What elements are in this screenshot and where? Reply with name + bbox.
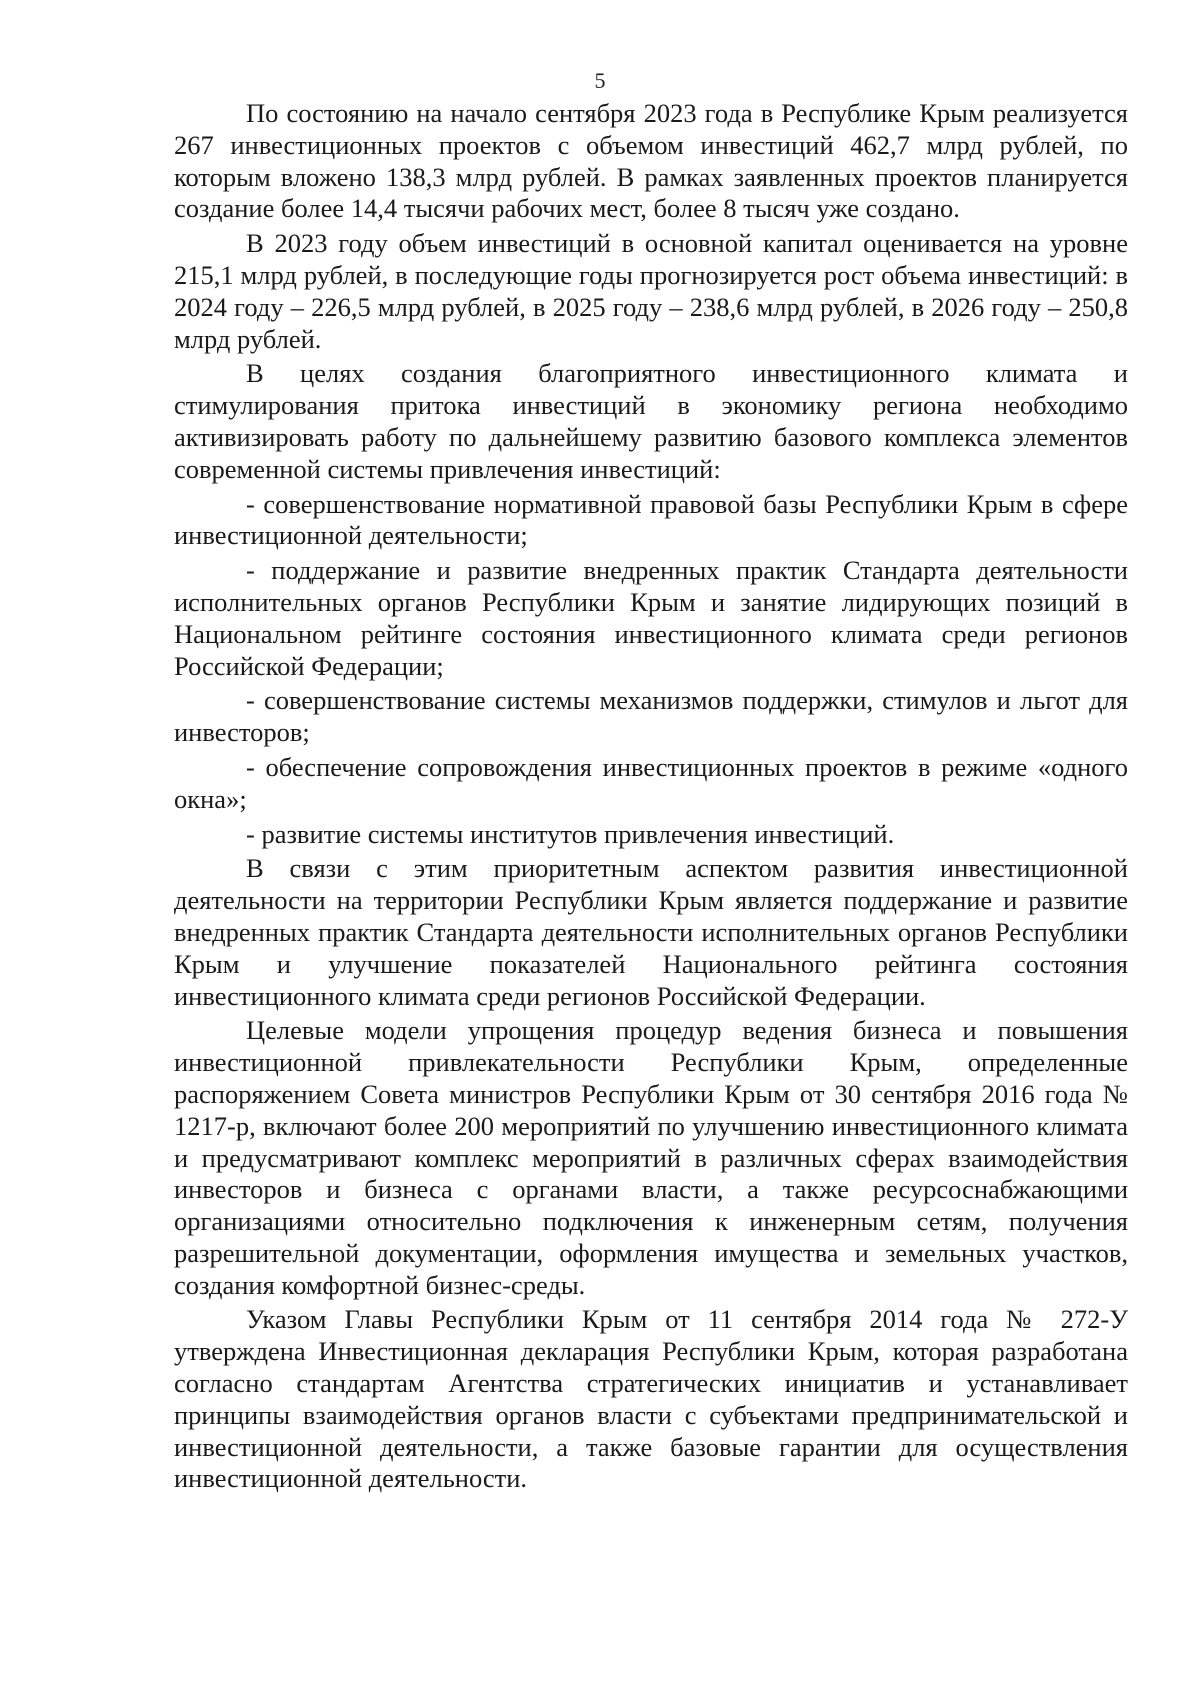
page-number: 5 [594,68,606,93]
paragraph-investment-forecast: В 2023 году объем инвестиций в основной капитал оценивается на уровне 215,1 млрд рублей, в последующие годы прогнозируется рост объема инвестиций: в 2024 году – 226,5 млрд рублей, в 2025 году – 238,6 млрд рублей, в 2026 году – 250,8 млрд рублей. [174,228,1128,354]
paragraph-investment-climate-goals: В целях создания благоприятного инвестиционного климата и стимулирования притока инвестиций в экономику региона необходимо активизировать работу по дальнейшему развитию базового комплекса элементов современной системы привлечения инвестиций: [174,358,1128,484]
list-item-support-mechanisms: - совершенствование системы механизмов поддержки, стимулов и льгот для инвесторов; [174,685,1128,748]
list-item-institutions: - развитие системы институтов привлечения инвестиций. [246,818,895,849]
list-item-standard-practices: - поддержание и развитие внедренных практик Стандарта деятельности исполнительных органов Республики Крым и занятие лидирующих позиций в Национальном рейтинге состояния инвестиционного климата среди регионов Российской Федерации; [174,555,1128,681]
list-item-legal-framework: - совершенствование нормативной правовой базы Республики Крым в сфере инвестиционной деятельности; [174,488,1128,551]
list-item-one-window: - обеспечение сопровождения инвестиционных проектов в режиме «одного окна»; [174,751,1128,814]
paragraph-investment-projects: По состоянию на начало сентября 2023 года в Республике Крым реализуется 267 инвестиционных проектов с объемом инвестиций 462,7 млрд рублей, по которым вложено 138,3 млрд рублей. В рамках заявленных проектов планируется создание более 14,4 тысячи рабочих мест, более 8 тысяч уже создано. [174,98,1128,224]
paragraph-target-models: Целевые модели упрощения процедур ведения бизнеса и повышения инвестиционной привлекательности Республики Крым, определенные распоряжением Совета министров Республики Крым от 30 сентября 2016 года № 1217-р, включают более 200 мероприятий по улучшению инвестиционного климата и предусматривают комплекс мероприятий в различных сферах взаимодействия инвесторов и бизнеса с органами власти, а также ресурсоснабжающими организациями относительно подключения к инженерным сетям, получения разрешительной документации, оформления имущества и земельных участков, создания комфортной бизнес-среды. [174,1015,1128,1300]
paragraph-priority-aspect: В связи с этим приоритетным аспектом развития инвестиционной деятельности на территории Республики Крым является поддержание и развитие внедренных практик Стандарта деятельности исполнительных органов Республики Крым и улучшение показателей Национального рейтинга состояния инвестиционного климата среди регионов Российской Федерации. [174,853,1128,1011]
paragraph-investment-declaration: Указом Главы Республики Крым от 11 сентября 2014 года № 272-У утверждена Инвестиционная декларация Республики Крым, которая разработана согласно стандартам Агентства стратегических инициатив и устанавливает принципы взаимодействия органов власти с субъектами предпринимательской и инвестиционной деятельности, а также базовые гарантии для осуществления инвестиционной деятельности. [174,1304,1128,1494]
document-body [174,98,1128,1498]
